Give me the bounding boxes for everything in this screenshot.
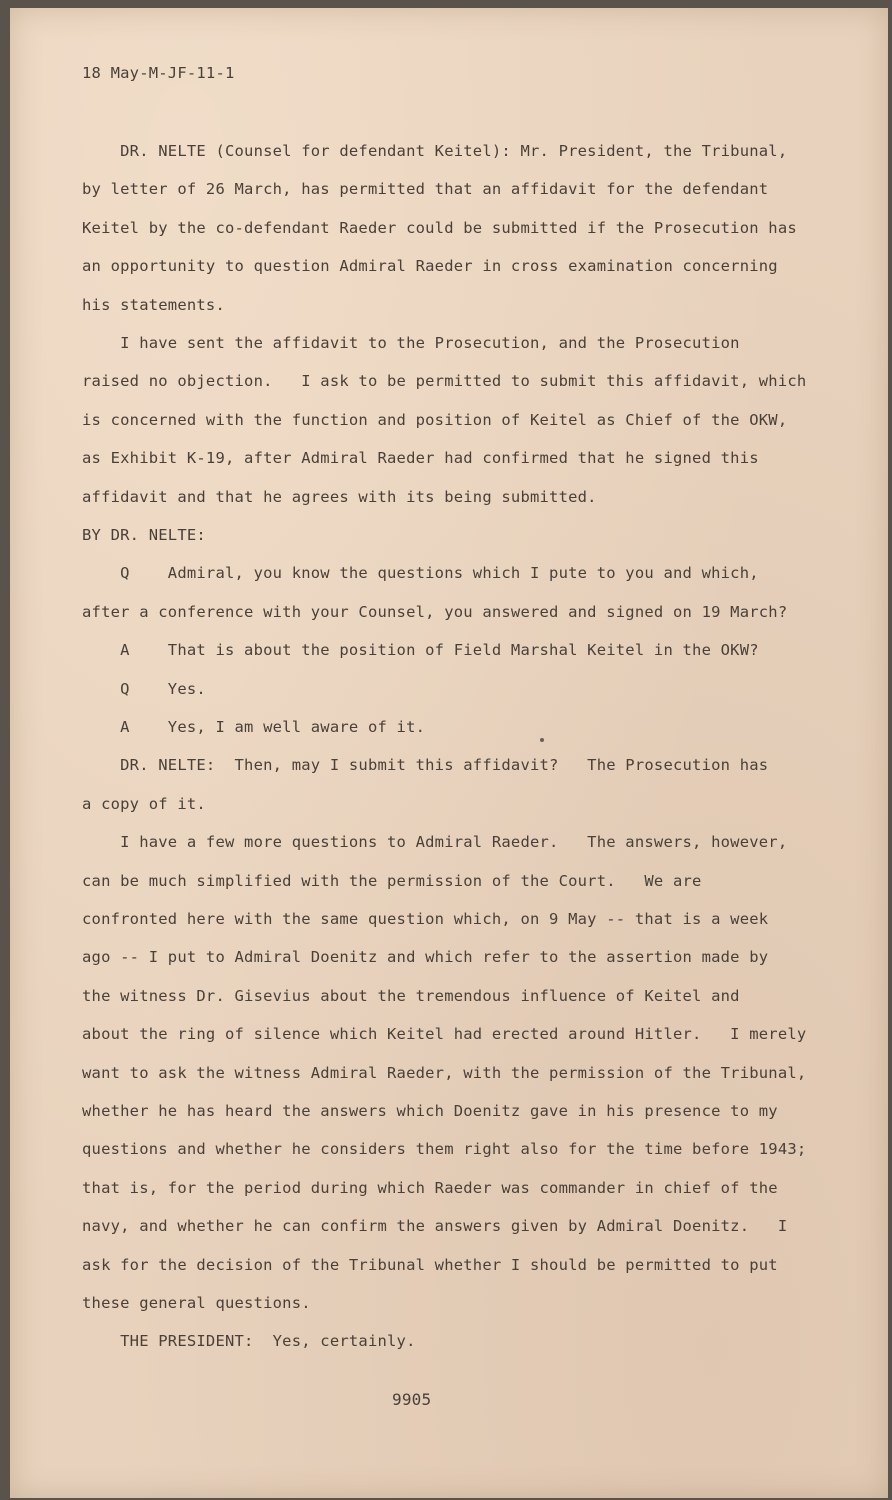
transcript-line: A That is about the position of Field Marshal Keitel in the OKW? <box>82 641 759 660</box>
transcript-line: affidavit and that he agrees with its being submitted. <box>82 487 597 506</box>
page-number: 9905 <box>392 1390 432 1409</box>
transcript-line: by letter of 26 March, has permitted that an affidavit for the defendant <box>82 180 769 199</box>
paper-mark <box>540 738 544 742</box>
transcript-line: BY DR. NELTE: <box>82 526 206 544</box>
transcript-line: navy, and whether he can confirm the answers given by Admiral Doenitz. I <box>82 1217 788 1236</box>
transcript-line: after a conference with your Counsel, you answered and signed on 19 March? <box>82 602 788 621</box>
transcript-line: these general questions. <box>82 1294 311 1312</box>
transcript-line: I have sent the affidavit to the Prosecution, and the Prosecution <box>82 334 740 352</box>
transcript-line: I have a few more questions to Admiral Raeder. The answers, however, <box>82 833 788 852</box>
transcript-line: Q Admiral, you know the questions which I pute to you and which, <box>82 564 759 583</box>
transcript-line: THE PRESIDENT: Yes, certainly. <box>82 1332 416 1351</box>
transcript-line: raised no objection. I ask to be permitted to submit this affidavit, which <box>82 372 807 391</box>
transcript-line: his statements. <box>82 295 225 314</box>
transcript-line: a copy of it. <box>82 794 206 813</box>
transcript-line: an opportunity to question Admiral Raeder in cross examination concerning <box>82 257 778 276</box>
transcript-line: about the ring of silence which Keitel had erected around Hitler. I merely <box>82 1025 807 1044</box>
transcript-line: want to ask the witness Admiral Raeder, with the permission of the Tribunal, <box>82 1063 807 1082</box>
transcript-line: as Exhibit K-19, after Admiral Raeder had confirmed that he signed this <box>82 449 759 468</box>
transcript-line: DR. NELTE (Counsel for defendant Keitel): Mr. President, the Tribunal, <box>82 142 788 160</box>
transcript-line: A Yes, I am well aware of it. <box>82 718 426 736</box>
transcript-line: Q Yes. <box>82 679 206 698</box>
transcript-line: is concerned with the function and position of Keitel as Chief of the OKW, <box>82 410 788 429</box>
transcript-line: DR. NELTE: Then, may I submit this affidavit? The Prosecution has <box>82 756 769 775</box>
transcript-line: confronted here with the same question which, on 9 May -- that is a week <box>82 910 769 928</box>
transcript-line: ago -- I put to Admiral Doenitz and which refer to the assertion made by <box>82 948 769 967</box>
transcript-line: ask for the decision of the Tribunal whether I should be permitted to put <box>82 1255 778 1274</box>
transcript-line: whether he has heard the answers which Doenitz gave in his presence to my <box>82 1102 778 1120</box>
transcript-line: the witness Dr. Gisevius about the tremendous influence of Keitel and <box>82 986 740 1005</box>
transcript-line: Keitel by the co-defendant Raeder could be submitted if the Prosecution has <box>82 218 797 237</box>
transcript-line: can be much simplified with the permission of the Court. We are <box>82 871 702 890</box>
document-page <box>10 8 888 1498</box>
transcript-line: questions and whether he considers them right also for the time before 1943; <box>82 1140 807 1159</box>
page-header: 18 May-M-JF-11-1 <box>82 64 235 82</box>
transcript-line: that is, for the period during which Raeder was commander in chief of the <box>82 1178 778 1197</box>
